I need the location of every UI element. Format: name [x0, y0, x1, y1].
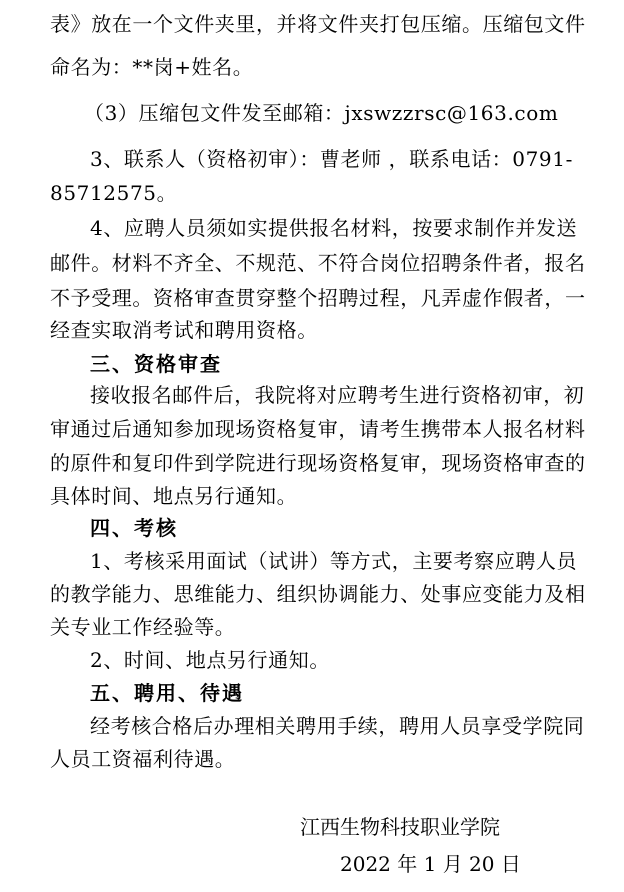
paragraph-line: 具体时间、地点另行通知。: [50, 484, 298, 508]
paragraph-line: 关专业工作经验等。: [50, 615, 236, 639]
paragraph-line: 邮件。材料不齐全、不规范、不符合岗位招聘条件者，报名: [50, 251, 586, 275]
paragraph-line: 85712575。: [50, 181, 178, 205]
section-heading: 四、考核: [90, 516, 178, 540]
paragraph-line: 人员工资福利待遇。: [50, 747, 236, 771]
paragraph-line: 表》放在一个文件夹里，并将文件夹打包压缩。压缩包文件: [50, 12, 586, 36]
paragraph-line: 经查实取消考试和聘用资格。: [50, 318, 318, 342]
paragraph-line: 接收报名邮件后，我院将对应聘考生进行资格初审，初: [90, 383, 585, 407]
paragraph-line: 命名为：**岗+姓名。: [50, 55, 254, 79]
paragraph-line: 4、应聘人员须如实提供报名材料，按要求制作并发送: [90, 216, 578, 240]
signature-organization: 江西生物科技职业学院: [300, 815, 500, 839]
section-heading: 三、资格审查: [90, 352, 222, 376]
paragraph-line: 3、联系人（资格初审）：曹老师 ，联系电话：0791-: [90, 147, 573, 171]
paragraph-line: （3）压缩包文件发至邮箱：jxswzzrsc@163.com: [84, 101, 559, 125]
paragraph-line: 经考核合格后办理相关聘用手续，聘用人员享受学院同: [90, 714, 585, 738]
signature-date: 2022 年 1 月 20 日: [340, 852, 521, 876]
section-heading: 五、聘用、待遇: [90, 681, 244, 705]
paragraph-line: 的原件和复印件到学院进行现场资格复审，现场资格审查的: [50, 451, 586, 475]
paragraph-line: 的教学能力、思维能力、组织协调能力、处事应变能力及相: [50, 582, 586, 606]
paragraph-line: 2、时间、地点另行通知。: [90, 648, 330, 672]
paragraph-line: 审通过后通知参加现场资格复审，请考生携带本人报名材料: [50, 417, 586, 441]
paragraph-line: 1、考核采用面试（试讲）等方式，主要考察应聘人员: [90, 549, 578, 573]
paragraph-line: 不予受理。资格审查贯穿整个招聘过程，凡弄虚作假者，一: [50, 286, 586, 310]
